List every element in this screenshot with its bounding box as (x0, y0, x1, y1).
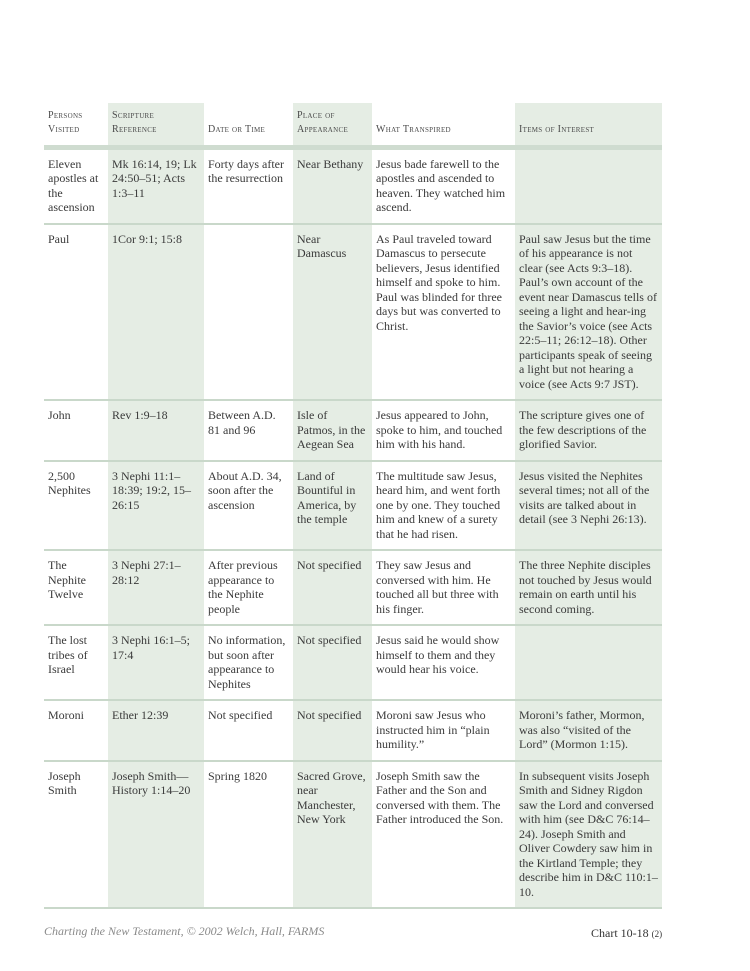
cell-interest (515, 625, 662, 700)
cell-persons: 2,500 Nephites (44, 461, 108, 551)
cell-persons: Eleven apostles at the ascension (44, 147, 108, 224)
cell-transpired: Jesus bade farewell to the apostles and ascended to heaven. They watched him ascend. (372, 147, 515, 224)
cell-place: Not specified (293, 700, 372, 761)
cell-scripture: Mk 16:14, 19; Lk 24:50–51; Acts 1:3–11 (108, 147, 204, 224)
header-scripture: Scripture Reference (108, 103, 204, 147)
table-row (44, 761, 662, 909)
table-body (44, 147, 662, 908)
cell-date: After previous appearance to the Nephite people (204, 550, 293, 625)
cell-interest: In subsequent visits Joseph Smith and Sidney Rigdon saw the Lord and conversed with him (see D&C 76:14–24). Joseph Smith and Oliver Cowdery saw him in the Kirtland Temple; they describe him in D&C 110:1–10. (515, 761, 662, 909)
cell-date (204, 224, 293, 401)
cell-persons: John (44, 400, 108, 461)
appearances-table (44, 103, 662, 909)
cell-date: No information, but soon after appearance to Nephites (204, 625, 293, 700)
header-transpired: What Transpired (376, 123, 451, 135)
table-row (44, 400, 662, 461)
page-suffix: (2) (651, 929, 663, 939)
cell-date: Not specified (204, 700, 293, 761)
cell-date: About A.D. 34, soon after the ascension (204, 461, 293, 551)
table-row (44, 625, 662, 700)
table-row (44, 461, 662, 551)
cell-scripture: 3 Nephi 27:1–28:12 (108, 550, 204, 625)
cell-transpired: Moroni saw Jesus who instructed him in “plain humility.” (372, 700, 515, 761)
cell-place: Near Damascus (293, 224, 372, 401)
cell-transpired: As Paul traveled toward Damascus to persecute believers, Jesus identified himself and spoke to him. Paul was blinded for three days but was converted to Christ. (372, 224, 515, 401)
cell-interest: The three Nephite disciples not touched by Jesus would remain on earth until his second coming. (515, 550, 662, 625)
cell-place: Not specified (293, 625, 372, 700)
header-persons: Persons Visited (48, 109, 83, 135)
cell-place: Near Bethany (293, 147, 372, 224)
cell-place: Isle of Patmos, in the Aegean Sea (293, 400, 372, 461)
footer-credit: Charting the New Testament, © 2002 Welch, Hall, FARMS (44, 924, 325, 938)
header-row (44, 103, 662, 147)
cell-scripture: Rev 1:9–18 (108, 400, 204, 461)
cell-scripture: 3 Nephi 11:1–18:39; 19:2, 15–26:15 (108, 461, 204, 551)
table-row (44, 700, 662, 761)
cell-transpired: Jesus appeared to John, spoke to him, and touched him with his hand. (372, 400, 515, 461)
cell-scripture: Joseph Smith—History 1:14–20 (108, 761, 204, 909)
cell-place: Sacred Grove, near Manchester, New York (293, 761, 372, 909)
cell-transpired: Jesus said he would show himself to them and they would hear his voice. (372, 625, 515, 700)
cell-scripture: Ether 12:39 (108, 700, 204, 761)
cell-interest: Paul saw Jesus but the time of his appearance is not clear (see Acts 9:3–18). Paul’s own account of the event near Damascus tells of seeing a light and hear-ing the Savior’s voice (see Acts 22:5–11; 26:12–18). Other participants speak of seeing a light but not hearing a voice (see Acts 9:7 JST). (515, 224, 662, 401)
cell-place: Land of Bountiful in America, by the temple (293, 461, 372, 551)
cell-interest: The scripture gives one of the few descriptions of the glorified Savior. (515, 400, 662, 461)
cell-transpired: They saw Jesus and conversed with him. He touched all but three with his finger. (372, 550, 515, 625)
cell-date: Between A.D. 81 and 96 (204, 400, 293, 461)
cell-interest: Jesus visited the Nephites several times; not all of the visits are talked about in detail (see 3 Nephi 26:13). (515, 461, 662, 551)
cell-date: Forty days after the resurrection (204, 147, 293, 224)
cell-interest: Moroni’s father, Mormon, was also “visited of the Lord” (Mormon 1:15). (515, 700, 662, 761)
cell-interest (515, 147, 662, 224)
cell-persons: The lost tribes of Israel (44, 625, 108, 700)
table-row (44, 550, 662, 625)
cell-scripture: 3 Nephi 16:1–5; 17:4 (108, 625, 204, 700)
cell-scripture: 1Cor 9:1; 15:8 (108, 224, 204, 401)
cell-persons: The Nephite Twelve (44, 550, 108, 625)
cell-persons: Joseph Smith (44, 761, 108, 909)
cell-transpired: The multitude saw Jesus, heard him, and went forth one by one. They touched him and knew of a surety that he had risen. (372, 461, 515, 551)
table-row (44, 147, 662, 224)
chart-label: Chart 10-18 (591, 926, 649, 940)
footer-chart-number (591, 926, 662, 941)
header-date: Date or Time (208, 123, 266, 135)
table-row (44, 224, 662, 401)
cell-date: Spring 1820 (204, 761, 293, 909)
cell-persons: Moroni (44, 700, 108, 761)
cell-persons: Paul (44, 224, 108, 401)
cell-place: Not specified (293, 550, 372, 625)
cell-transpired: Joseph Smith saw the Father and the Son and conversed with them. The Father introduced the Son. (372, 761, 515, 909)
header-interest: Items of Interest (515, 103, 662, 147)
header-place: Place of Appearance (293, 103, 372, 147)
